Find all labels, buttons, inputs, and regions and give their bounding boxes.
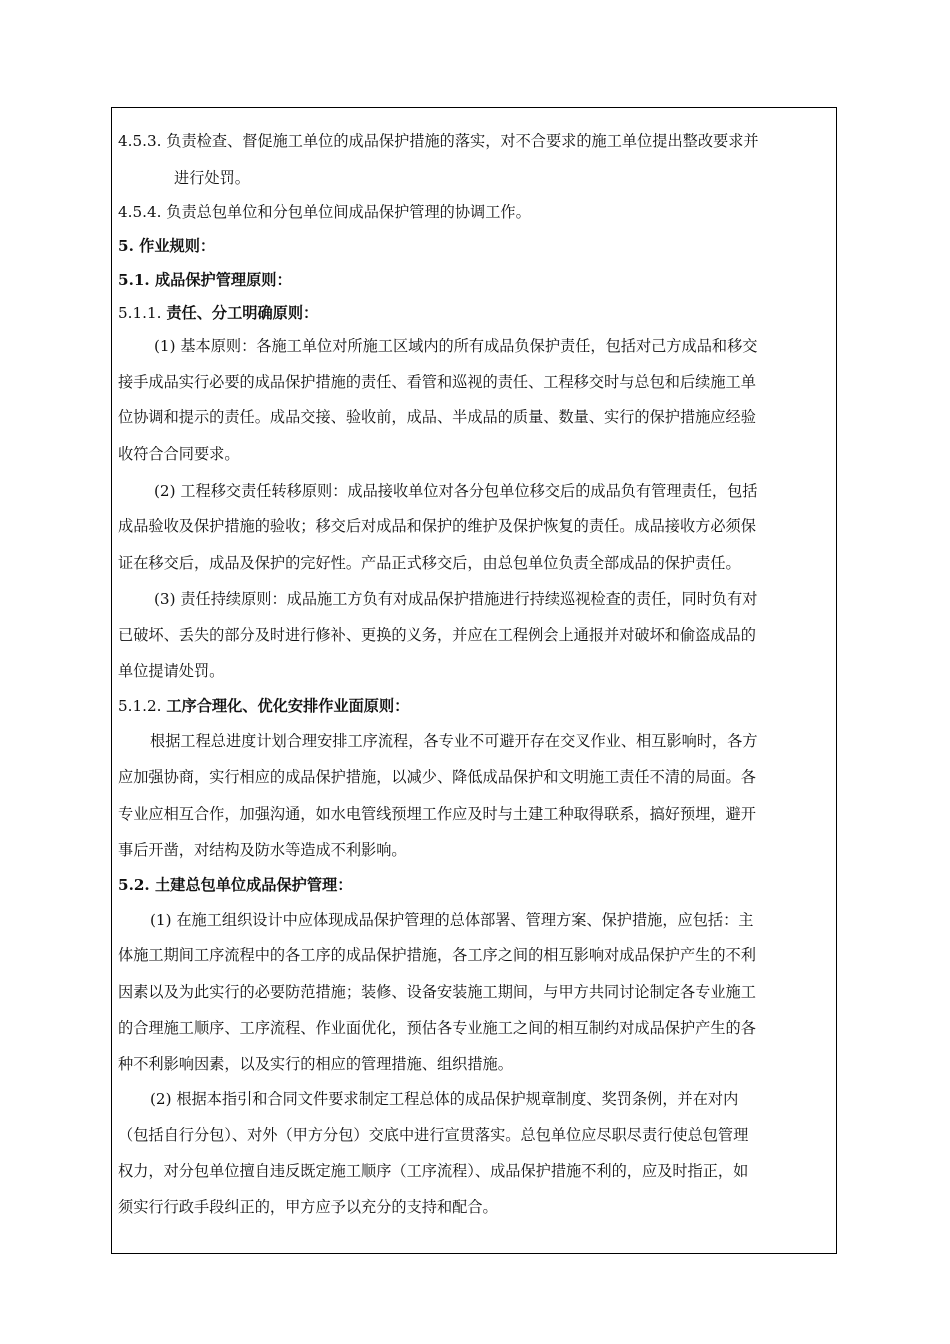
clause-4-5-3-line-1: 4.5.3. 负责检查、督促施工单位的成品保护措施的落实，对不合要求的施工单位提出整改要求并	[118, 132, 759, 150]
paragraph-line: 成品验收及保护措施的验收；移交后对成品和保护的维护及保护恢复的责任。成品接收方必须保	[118, 517, 756, 535]
paragraph-line: 应加强协商，实行相应的成品保护措施，以减少、降低成品保护和文明施工责任不清的局面。各	[118, 768, 756, 786]
section-title: 工序合理化、优化安排作业面原则：	[166, 697, 410, 715]
clause-4-5-3-line-2: 进行处罚。	[174, 169, 250, 187]
paragraph-line: （包括自行分包）、对外（甲方分包）交底中进行宣贯落实。总包单位应尽职尽责行使总包管理	[118, 1126, 749, 1144]
paragraph-line: 因素以及为此实行的必要防范措施；装修、设备安装施工期间，与甲方共同讨论制定各专业施工	[118, 983, 756, 1001]
paragraph-line: 单位提请处罚。	[118, 662, 225, 680]
paragraph-line: 种不利影响因素，以及实行的相应的管理措施、组织措施。	[118, 1055, 513, 1073]
paragraph-line: 体施工期间工序流程中的各工序的成品保护措施，各工序之间的相互影响对成品保护产生的不利	[118, 946, 756, 964]
paragraph-line: (1) 基本原则：各施工单位对所施工区域内的所有成品负保护责任，包括对己方成品和移交	[154, 337, 758, 355]
paragraph-line: 权力，对分包单位擅自违反既定施工顺序（工序流程）、成品保护措施不利的，应及时指正，如	[118, 1162, 749, 1180]
paragraph-line: 根据工程总进度计划合理安排工序流程，各专业不可避开存在交叉作业、相互影响时，各方	[150, 732, 758, 750]
section-number: 5.1.1.	[118, 304, 162, 322]
paragraph-line: 收符合合同要求。	[118, 445, 240, 463]
paragraph-line: 证在移交后，成品及保护的完好性。产品正式移交后，由总包单位负责全部成品的保护责任。	[118, 554, 741, 572]
paragraph-line: (3) 责任持续原则：成品施工方负有对成品保护措施进行持续巡视检查的责任，同时负有对	[154, 590, 758, 608]
section-5-2-heading: 5.2. 土建总包单位成品保护管理：	[118, 876, 353, 894]
section-title: 责任、分工明确原则：	[166, 304, 319, 322]
paragraph-line: 位协调和提示的责任。成品交接、验收前，成品、半成品的质量、数量、实行的保护措施应经验	[118, 408, 756, 426]
paragraph-line: 接手成品实行必要的成品保护措施的责任、看管和巡视的责任、工程移交时与总包和后续施工单	[118, 373, 756, 391]
paragraph-line: 事后开凿，对结构及防水等造成不利影响。	[118, 841, 407, 859]
paragraph-line: (2) 根据本指引和合同文件要求制定工程总体的成品保护规章制度、奖罚条例，并在对内	[150, 1090, 739, 1108]
section-number: 5.1.2.	[118, 697, 162, 715]
section-5-heading: 5. 作业规则：	[118, 237, 216, 255]
section-5-1-heading: 5.1. 成品保护管理原则：	[118, 271, 292, 289]
paragraph-line: (2) 工程移交责任转移原则：成品接收单位对各分包单位移交后的成品负有管理责任，包括	[154, 482, 758, 500]
paragraph-line: 专业应相互合作，加强沟通，如水电管线预埋工作应及时与土建工种取得联系，搞好预埋，避开	[118, 805, 756, 823]
paragraph-line: 的合理施工顺序、工序流程、作业面优化，预估各专业施工之间的相互制约对成品保护产生的各	[118, 1019, 756, 1037]
paragraph-line: 须实行行政手段纠正的，甲方应予以充分的支持和配合。	[118, 1198, 498, 1216]
clause-4-5-4: 4.5.4. 负责总包单位和分包单位间成品保护管理的协调工作。	[118, 203, 531, 221]
section-5-1-1-heading	[118, 303, 318, 323]
paragraph-line: 已破坏、丢失的部分及时进行修补、更换的义务，并应在工程例会上通报并对破坏和偷盗成品的	[118, 626, 756, 644]
paragraph-line: (1) 在施工组织设计中应体现成品保护管理的总体部署、管理方案、保护措施，应包括：主	[150, 911, 754, 929]
section-5-1-2-heading	[118, 696, 409, 716]
